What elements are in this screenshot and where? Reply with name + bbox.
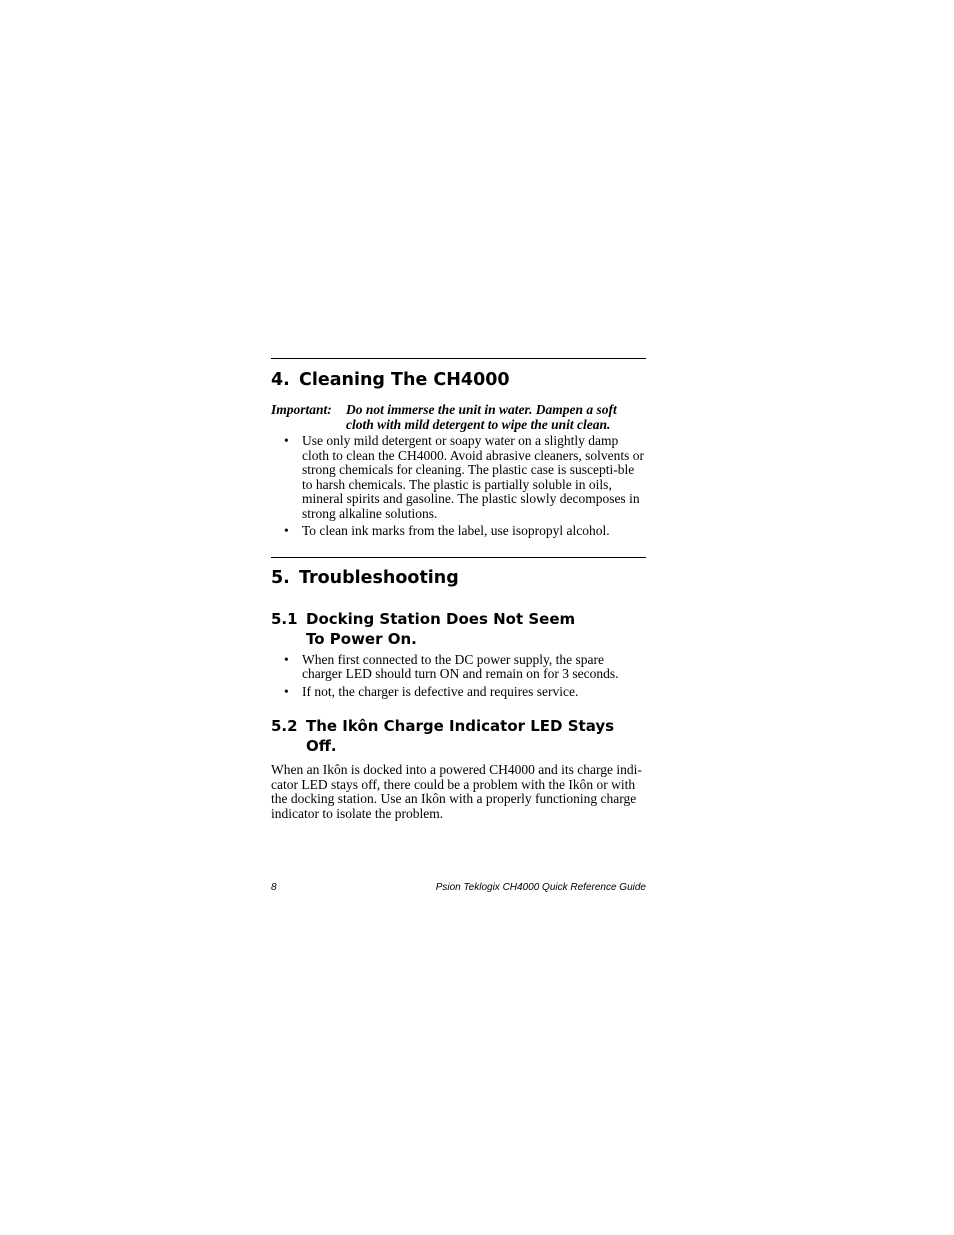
subsection-title: The Ikôn Charge Indicator LED Stays Off.	[306, 717, 615, 755]
cleaning-bullet-list	[271, 434, 646, 539]
page-footer	[271, 882, 646, 894]
section-divider	[271, 358, 646, 359]
list-item-text: When first connected to the DC power supply, the spare charger LED should turn ON and remain on for 3 seconds.	[302, 651, 619, 681]
section-title: Troubleshooting	[299, 567, 459, 588]
guide-title: Psion Teklogix CH4000 Quick Reference Guide	[435, 882, 646, 893]
list-item-text: To clean ink marks from the label, use isopropyl alcohol.	[302, 523, 610, 538]
page-content	[271, 358, 646, 821]
section-number: 5.	[271, 567, 290, 588]
docking-bullet-list	[271, 653, 646, 700]
section-divider	[271, 557, 646, 558]
subsection-title: Docking Station Does Not Seem To Power On.	[306, 609, 576, 648]
list-item	[271, 653, 646, 682]
subsection-number: 5.2	[271, 717, 298, 735]
section-5-heading	[271, 567, 646, 589]
list-item-text: Use only mild detergent or soapy water on a slightly damp cloth to clean the CH4000. Avoid abrasive cleaners, solvents or strong chemicals for cleaning. The plastic case is suscepti-ble to harsh chemicals. The plastic is partially soluble in oils, mineral spirits and gasoline. The plastic slowly decomposes in strong alkaline solutions.	[302, 433, 645, 521]
list-item	[271, 685, 646, 700]
important-label: Important:	[271, 402, 332, 417]
bullet-marker: •	[284, 433, 289, 448]
list-item-text: If not, the charger is defective and requires service.	[302, 683, 579, 699]
subsection-5-2-heading	[271, 716, 646, 756]
section-4-heading	[271, 369, 646, 391]
subsection-5-1-heading	[271, 609, 646, 649]
important-text: Do not immerse the unit in water. Dampen a soft cloth with mild detergent to wipe the unit clean.	[346, 402, 617, 432]
list-item	[271, 434, 646, 521]
list-item	[271, 524, 646, 539]
bullet-marker: •	[284, 523, 289, 538]
section-title: Cleaning The CH4000	[299, 370, 510, 390]
page-number: 8	[271, 882, 277, 893]
subsection-number: 5.1	[271, 609, 298, 628]
bullet-marker: •	[284, 683, 289, 699]
important-note	[271, 402, 646, 432]
bullet-marker: •	[284, 651, 289, 667]
subsection-paragraph: When an Ikôn is docked into a powered CH4000 and its charge indi-cator LED stays off, there could be a problem with the Ikôn or with the docking station. Use an Ikôn with a properly functioning charge indicator to isolate the problem.	[271, 762, 642, 821]
section-number: 4.	[271, 370, 290, 390]
